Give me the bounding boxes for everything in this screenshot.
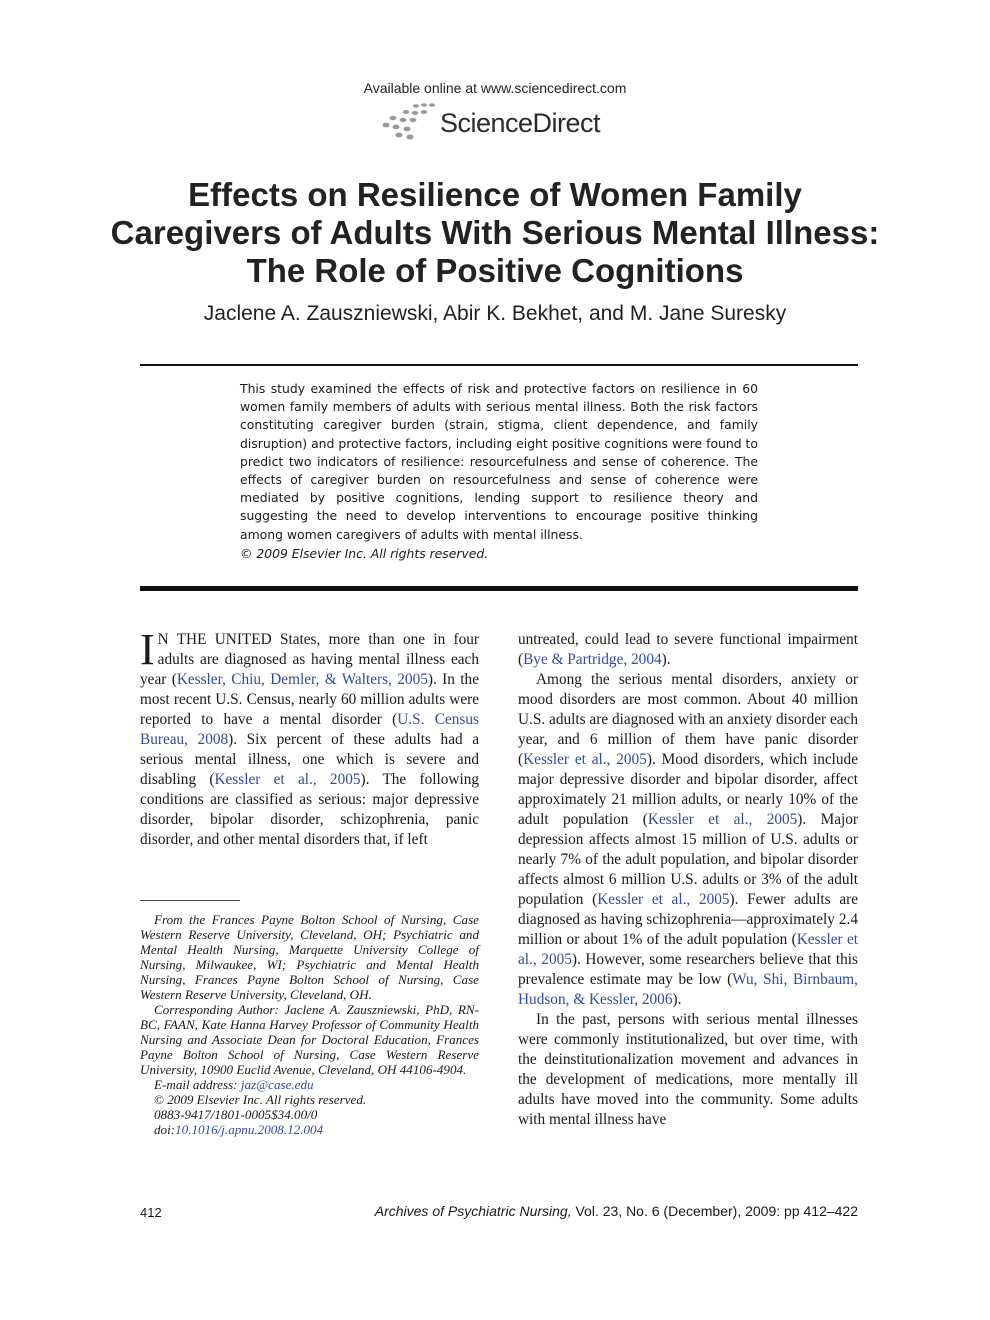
doi-link[interactable]: 10.1016/j.apnu.2008.12.004: [175, 1122, 324, 1137]
footnote-copyright: © 2009 Elsevier Inc. All rights reserved.: [154, 1092, 367, 1107]
sciencedirect-dots-icon: [380, 102, 438, 142]
journal-details: Vol. 23, No. 6 (December), 2009: pp 412–422: [571, 1203, 858, 1219]
dropcap-letter: I: [140, 625, 155, 674]
email-line: E-mail address: jaz@case.edu: [154, 1077, 314, 1092]
sciencedirect-logo[interactable]: [380, 100, 620, 144]
article-authors: Jaclene A. Zauszniewski, Abir K. Bekhet, and M. Jane Suresky: [203, 302, 787, 325]
doi-line: doi:10.1016/j.apnu.2008.12.004: [154, 1122, 324, 1137]
affiliation-note: From the Frances Payne Bolton School of Nursing, Case Western Reserve University, Cleveland, OH; Psychiatric and Mental Health Nursing, Marquette University College of Nursing, Milwaukee, WI; Psychiatric and Mental Health Nursing, Frances Payne Bolton School of Nursing, Case Western Reserve University, Cleveland, OH.: [140, 912, 479, 1002]
corresponding-author-note: Corresponding Author: Jaclene A. Zauszniewski, PhD, RN-BC, FAAN, Kate Hanna Harvey Professor of Community Health Nursing and Associate Dean for Doctoral Education, Frances Payne Bolton School of Nursing, Case Western Reserve University, 10900 Euclid Avenue, Cleveland, OH 44106-4904.: [140, 1002, 479, 1077]
citation-link[interactable]: Kessler et al., 2005: [647, 811, 798, 828]
citation-link[interactable]: Kessler et al., 2005: [518, 931, 858, 968]
paragraph: untreated, could lead to severe functional impairment (Bye & Partridge, 2004).: [518, 631, 858, 668]
journal-name: Archives of Psychiatric Nursing,: [374, 1203, 572, 1219]
available-online-text: Available online at www.sciencedirect.com: [363, 80, 627, 96]
citation-link[interactable]: Kessler, Chiu, Demler, & Walters, 2005: [176, 671, 428, 688]
citation-link[interactable]: Bye & Partridge, 2004: [523, 651, 662, 668]
footnotes: [140, 912, 479, 1137]
abstract-text: This study examined the effects of risk and protective factors on resilience in 60 women family members of adults with serious mental illness. Both the risk factors constituting caregiver burden (strain, stigma, client dependence, and family disruption) and protective factors, including eight positive cognitions were found to predict two indicators of resilience: resourcefulness and sense of coherence. The effects of caregiver burden on resourcefulness and sense of coherence were mediated by positive cognitions, lending support to resilience theory and suggesting the need to develop interventions to encourage positive thinking among women caregivers of adults with mental illness.: [240, 381, 758, 542]
body-column-left: [140, 625, 479, 850]
sciencedirect-wordmark: ScienceDirect: [440, 108, 601, 138]
abstract-copyright: © 2009 Elsevier Inc. All rights reserved.: [240, 546, 489, 561]
journal-citation: [375, 1203, 858, 1219]
abstract-bottom-divider: [140, 586, 858, 591]
top-divider: [140, 364, 858, 366]
footnote-divider: [140, 900, 240, 901]
email-link[interactable]: jaz@case.edu: [240, 1077, 314, 1092]
article-title: Effects on Resilience of Women Family Caregivers of Adults With Serious Mental Illness: The Role of Positive Cognitions: [110, 176, 880, 289]
intro-paragraph: I N THE UNITED States, more than one in four adults are diagnosed as having mental illness each year (Kessler, Chiu, Demler, & Walters, 2005). In the most recent U.S. Census, nearly 60 million adults were reported to have a mental disorder (U.S. Census Bureau, 2008). Six percent of these adults had a serious mental illness, one which is severe and disabling (Kessler et al., 2005). The following conditions are classified as serious: major depressive disorder, bipolar disorder, schizophrenia, panic disorder, and other mental disorders that, if left: [140, 625, 479, 848]
citation-link[interactable]: Kessler et al., 2005: [523, 751, 647, 768]
citation-link[interactable]: U.S. Census Bureau, 2008: [140, 711, 479, 748]
paragraph: Among the serious mental disorders, anxiety or mood disorders are most common. About 40 million U.S. adults are diagnosed with an anxiety disorder each year, and 6 million of them have panic disorder (Kessler et al., 2005). Mood disorders, which include major depressive disorder and bipolar disorder, affect approximately 21 million adults, or nearly 10% of the adult population (Kessler et al., 2005). Major depression affects almost 15 million of U.S. adults or nearly 7% of the adult population, and bipolar disorder affects almost 6 million U.S. adults or 3% of the adult population (Kessler et al., 2005). Fewer adults are diagnosed as having schizophrenia—approximately 2.4 million or about 1% of the adult population (Kessler et al., 2005). However, some researchers believe that this prevalence estimate may be low (Wu, Shi, Birnbaum, Hudson, & Kessler, 2006).: [518, 671, 858, 1008]
citation-link[interactable]: Kessler et al., 2005: [214, 771, 361, 788]
paragraph: In the past, persons with serious mental illnesses were commonly institutionalized, but over time, with the deinstitutionalization movement and advances in the development of medications, more mentally ill adults have moved into the community. Some adults with mental illness have: [518, 1011, 858, 1128]
issn-line: 0883-9417/1801-0005$34.00/0: [154, 1107, 318, 1122]
citation-link[interactable]: Wu, Shi, Birnbaum, Hudson, & Kessler, 2006: [518, 971, 858, 1008]
page-number: 412: [140, 1205, 162, 1220]
body-column-right: [518, 630, 858, 1130]
citation-link[interactable]: Kessler et al., 2005: [597, 891, 730, 908]
